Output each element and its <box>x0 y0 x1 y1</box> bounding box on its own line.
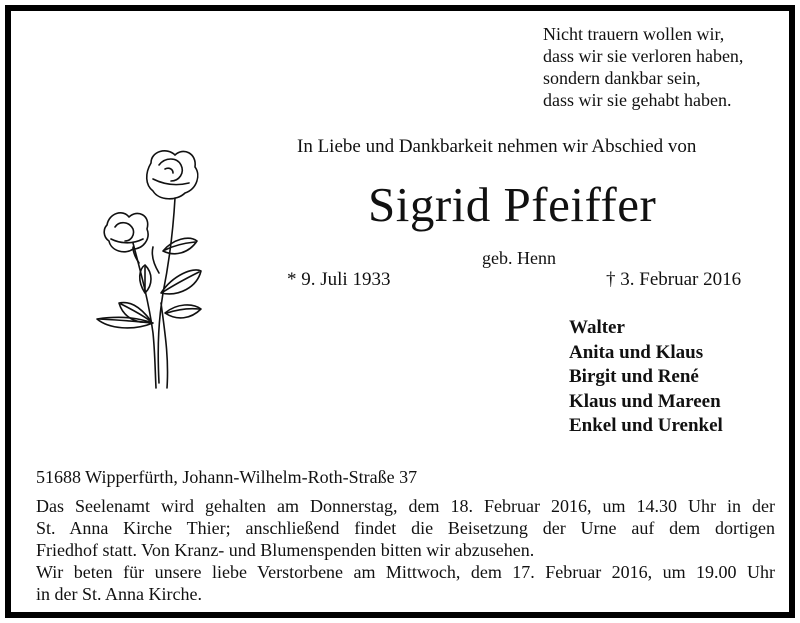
mourner-name: Birgit und René <box>569 366 699 387</box>
mourners-list <box>569 316 723 439</box>
mourner-name: Klaus und Mareen <box>569 390 721 412</box>
poem-line: Nicht trauern wollen wir, <box>543 24 725 44</box>
service-notice <box>36 495 775 605</box>
poem-line: dass wir sie verloren haben, <box>543 46 744 66</box>
poem <box>543 23 783 111</box>
poem-line: sondern dankbar sein, <box>543 68 701 88</box>
intro-text: In Liebe und Dankbarkeit nehmen wir Abschied von <box>297 136 697 157</box>
maiden-name: geb. Henn <box>482 248 556 268</box>
notice-line: Wir beten für unsere liebe Verstorbene am Mittwoch, dem 17. Februar 2016, um 19.00 Uhr <box>36 562 775 582</box>
mourner-name: Enkel und Urenkel <box>569 415 723 436</box>
notice-line: Friedhof statt. Von Kranz- und Blumenspenden bitten wir abzusehen. <box>36 540 535 560</box>
birth-date: * 9. Juli 1933 <box>287 269 391 290</box>
obituary-frame <box>10 10 790 613</box>
poem-line: dass wir sie gehabt haben. <box>543 90 732 110</box>
rose-illustration-icon <box>89 143 219 393</box>
deceased-name: Sigrid Pfeiffer <box>368 177 657 232</box>
notice-line: St. Anna Kirche Thier; anschließend findet die Beisetzung der Urne auf dem dortigen <box>36 518 775 538</box>
death-date: † 3. Februar 2016 <box>606 269 742 290</box>
notice-line: in der St. Anna Kirche. <box>36 584 202 604</box>
notice-line: Das Seelenamt wird gehalten am Donnerstag, dem 18. Februar 2016, um 14.30 Uhr in der <box>36 496 775 516</box>
mourner-name: Walter <box>569 317 625 338</box>
mourner-name: Anita und Klaus <box>569 341 704 363</box>
address: 51688 Wipperfürth, Johann-Wilhelm-Roth-Straße 37 <box>36 467 418 487</box>
